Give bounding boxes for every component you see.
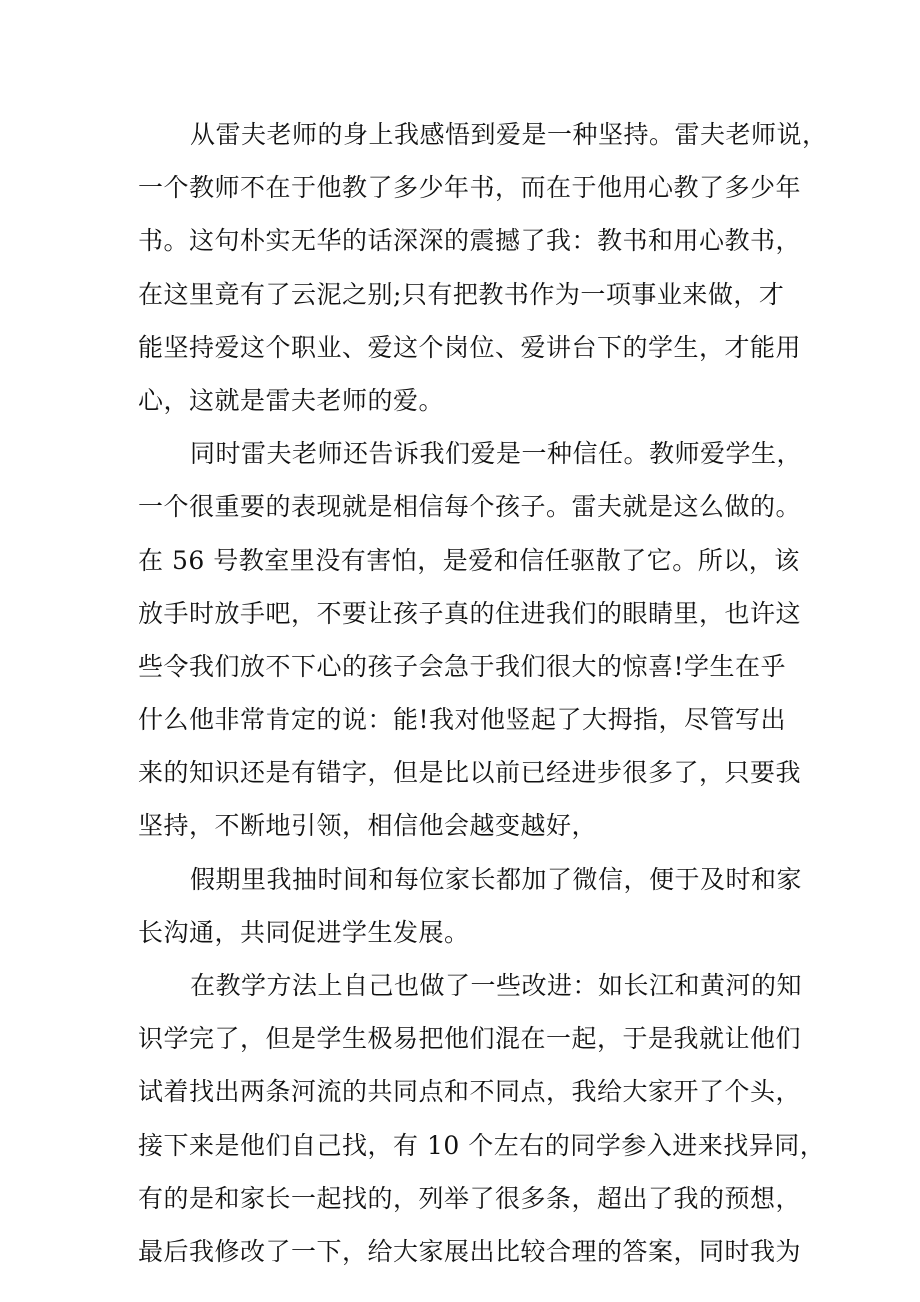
text-line: 些令我们放不下心的孩子会急于我们很大的惊喜!学生在乎	[138, 651, 787, 681]
text-line: 一个教师不在于他教了多少年书，而在于他用心教了多少年	[138, 173, 802, 203]
text-line: 什么他非常肯定的说：能!我对他竖起了大拇指，尽管写出	[138, 705, 787, 735]
text-line: 在这里竟有了云泥之别;只有把教书作为一项事业来做，才	[138, 279, 785, 309]
text-line: 识学完了，但是学生极易把他们混在一起，于是我就让他们	[138, 1024, 802, 1054]
text-line: 假期里我抽时间和每位家长都加了微信，便于及时和家	[190, 864, 803, 894]
text-line: 从雷夫老师的身上我感悟到爱是一种坚持。雷夫老师说，	[190, 120, 828, 149]
text-line: 一个很重要的表现就是相信每个孩子。雷夫就是这么做的。	[138, 492, 802, 522]
text-line: 在 56 号教室里没有害怕，是爱和信任驱散了它。所以，该	[138, 545, 800, 575]
text-line: 放手时放手吧，不要让孩子真的住进我们的眼睛里，也许这	[138, 598, 802, 628]
text-line: 坚持，不断地引领，相信他会越变越好，	[138, 811, 598, 841]
text-line: 在教学方法上自己也做了一些改进：如长江和黄河的知	[190, 971, 803, 1000]
text-line: 试着找出两条河流的共同点和不同点，我给大家开了个头，	[138, 1077, 802, 1107]
text-line: 最后我修改了一下，给大家展出比较合理的答案，同时我为	[138, 1236, 802, 1266]
document-body	[138, 108, 828, 1278]
text-line: 同时雷夫老师还告诉我们爱是一种信任。教师爱学生，	[190, 439, 803, 469]
text-line: 长沟通，共同促进学生发展。	[138, 917, 470, 947]
text-line: 接下来是他们自己找，有 10 个左右的同学参入进来找异同，	[138, 1130, 826, 1160]
text-line: 心，这就是雷夫老师的爱。	[138, 385, 445, 415]
text-line: 书。这句朴实无华的话深深的震撼了我：教书和用心教书，	[138, 226, 802, 256]
text-line: 有的是和家长一起找的，列举了很多条，超出了我的预想，	[138, 1183, 802, 1213]
text-line: 来的知识还是有错字，但是比以前已经进步很多了，只要我	[138, 758, 802, 788]
text-line: 能坚持爱这个职业、爱这个岗位、爱讲台下的学生，才能用	[138, 332, 802, 362]
